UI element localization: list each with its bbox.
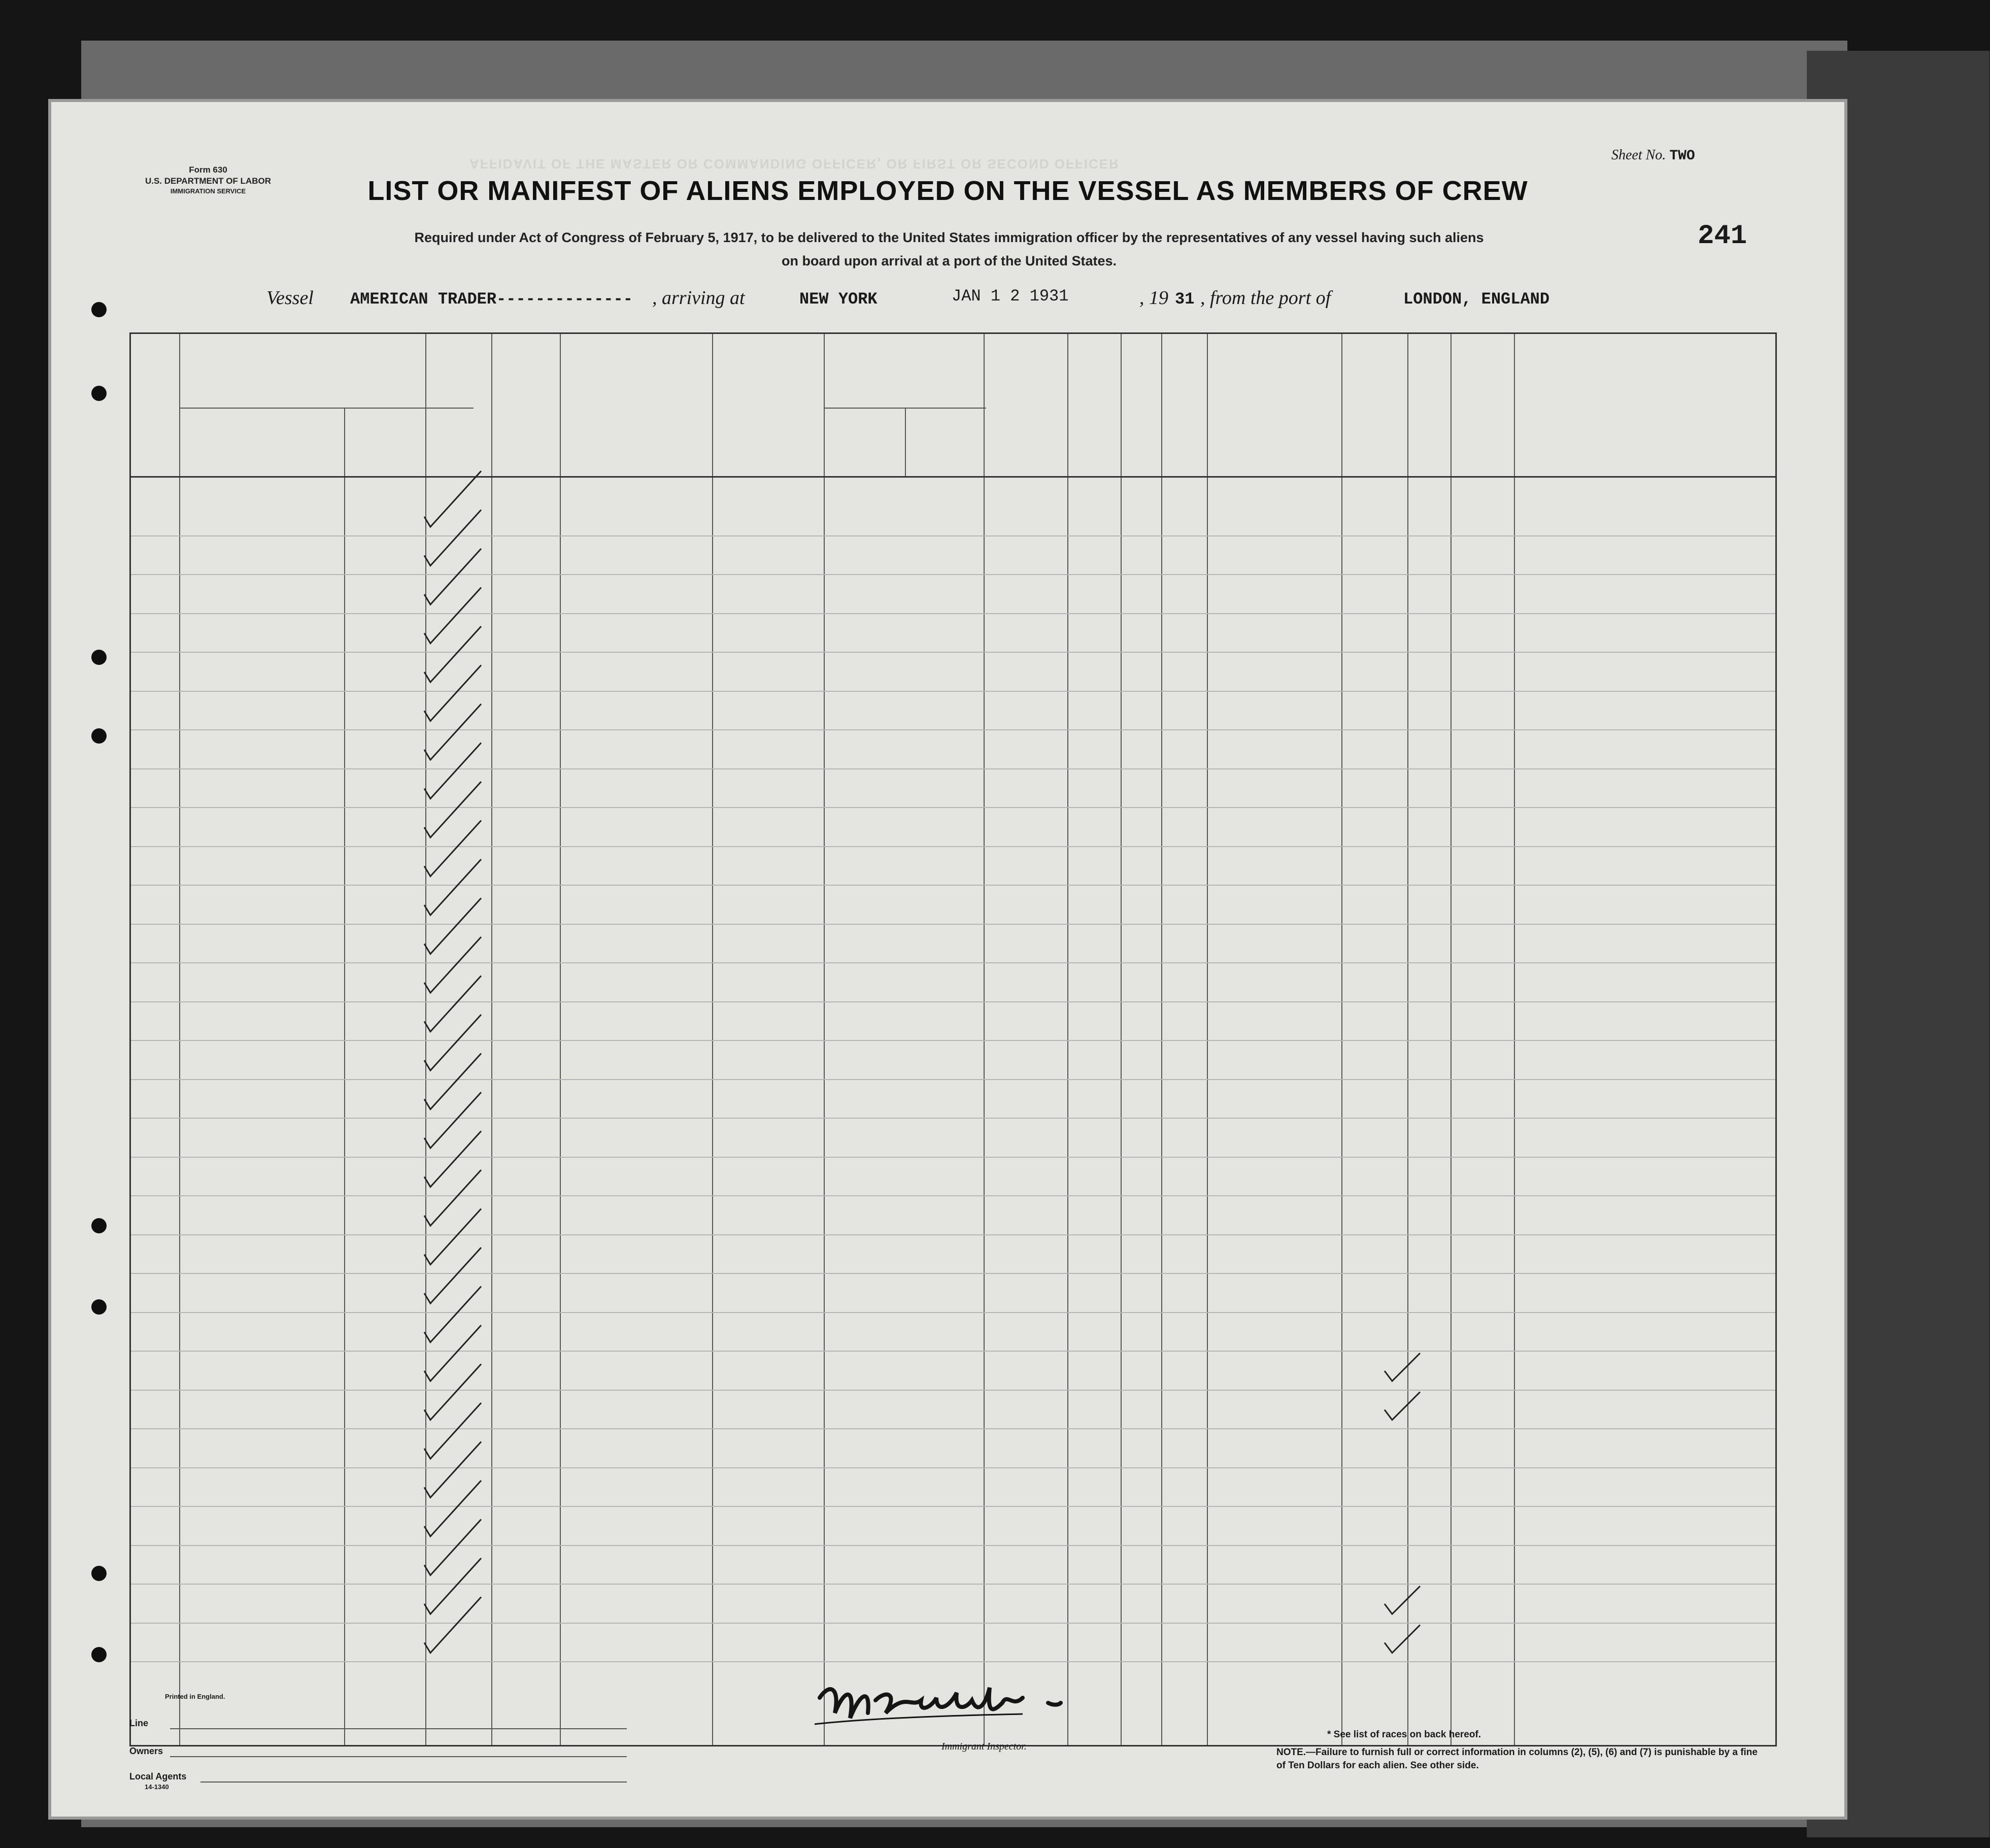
page-title: LIST OR MANIFEST OF ALIENS EMPLOYED ON THE VESSEL AS MEMBERS OF CREW [367, 176, 1528, 206]
row-rule [131, 768, 1775, 769]
check-icon [424, 626, 481, 682]
sheet-label: Sheet No. [1611, 147, 1666, 163]
from-port: LONDON, ENGLAND [1403, 290, 1550, 309]
check-icon [1385, 1625, 1420, 1653]
row-rule [131, 1623, 1775, 1624]
check-icon [424, 743, 481, 799]
row-rule [131, 807, 1775, 808]
punch-hole [91, 1218, 107, 1233]
row-rule [131, 1390, 1775, 1391]
punch-hole [91, 1566, 107, 1581]
column-divider [712, 334, 713, 1745]
row-rule [131, 1195, 1775, 1196]
row-rule [131, 652, 1775, 653]
check-icon [424, 1054, 481, 1110]
subtitle-line-2: on board upon arrival at a port of the United States. [781, 253, 1117, 268]
row-rule [131, 1040, 1775, 1041]
line-rule [170, 1728, 627, 1729]
column-divider [1514, 334, 1515, 1745]
column-divider [560, 334, 561, 1745]
date-stamp: JAN 1 2 1931 [952, 287, 1069, 306]
row-rule [131, 962, 1775, 963]
column-divider [491, 334, 492, 1745]
printed-in-label: Printed in England. [165, 1693, 225, 1700]
check-icon [424, 1248, 481, 1303]
punch-hole [91, 650, 107, 665]
sheet-value: TWO [1669, 148, 1695, 164]
form-number: Form 630 [189, 165, 227, 175]
fine-note: NOTE.—Failure to furnish full or correct information in columns (2), (5), (6) and (7) is punishable by a fine of Ten Dollars for each alien. See other side. [1276, 1747, 1758, 1771]
row-rule [131, 1506, 1775, 1507]
column-divider [1121, 334, 1122, 1745]
punch-hole [91, 302, 107, 317]
check-icon [424, 1558, 481, 1614]
inspector-label: Immigrant Inspector. [941, 1741, 1027, 1752]
check-icon [424, 665, 481, 721]
check-icon [424, 782, 481, 837]
service-label: IMMIGRATION SERVICE [170, 187, 246, 195]
column-divider [1341, 334, 1342, 1745]
header-divider [131, 476, 1775, 478]
agents-rule [200, 1782, 627, 1783]
check-icon [424, 549, 481, 604]
punch-hole [91, 728, 107, 744]
check-marks [131, 334, 1775, 1745]
row-rule [131, 691, 1775, 692]
arrival-port: NEW YORK [799, 290, 878, 309]
column-divider [425, 334, 426, 1745]
row-rule [131, 1157, 1775, 1158]
row-rule [131, 1467, 1775, 1468]
check-icon [424, 1520, 481, 1575]
row-rule [131, 924, 1775, 925]
line-label: Line [129, 1718, 149, 1728]
column-divider [1207, 334, 1208, 1745]
vessel-label: Vessel [266, 287, 314, 309]
check-icon [424, 976, 481, 1032]
form-code: 14-1340 [145, 1783, 169, 1791]
column-divider [1067, 334, 1068, 1745]
sheet-number [1611, 147, 1695, 164]
row-rule [131, 574, 1775, 575]
row-rule [131, 613, 1775, 614]
inspector-signature [810, 1677, 1114, 1733]
crew-table [129, 332, 1777, 1746]
check-icon [424, 1364, 481, 1420]
column-divider [1161, 334, 1162, 1745]
check-icon [424, 1015, 481, 1070]
page-number: 241 [1698, 221, 1747, 252]
punch-hole [91, 1299, 107, 1315]
column-divider [1451, 334, 1452, 1745]
manifest-page [48, 99, 1847, 1820]
row-rule [131, 1001, 1775, 1002]
column-divider [824, 334, 825, 1745]
check-icon [424, 937, 481, 993]
check-icon [1385, 1392, 1420, 1420]
row-rule [131, 1428, 1775, 1429]
subtitle-line-1: Required under Act of Congress of February 5, 1917, to be delivered to the United States immigration officer by the representatives of any vessel having such aliens [414, 230, 1484, 245]
owners-rule [170, 1756, 627, 1757]
check-icon [424, 821, 481, 877]
column-divider [179, 334, 180, 1745]
vessel-name: AMERICAN TRADER-------------- [350, 290, 633, 309]
check-icon [1385, 1353, 1420, 1381]
year-value: 31 [1175, 290, 1195, 309]
when-where-divider [905, 408, 906, 476]
row-rule [131, 1584, 1775, 1585]
check-icon [424, 1481, 481, 1536]
check-icon [424, 704, 481, 760]
check-icon [424, 1170, 481, 1226]
row-rule [131, 1234, 1775, 1235]
row-rule [131, 1351, 1775, 1352]
check-icon [424, 1403, 481, 1459]
races-note: * See list of races on back hereof. [1327, 1729, 1481, 1740]
column-divider [1407, 334, 1408, 1745]
check-icon [424, 1131, 481, 1187]
row-rule [131, 1273, 1775, 1274]
name-subheader-line [179, 408, 474, 409]
page-subtitle [251, 226, 1647, 273]
row-rule [131, 885, 1775, 886]
row-rule [131, 1661, 1775, 1662]
local-agents-label: Local Agents [129, 1771, 187, 1782]
check-icon [424, 1597, 481, 1653]
row-rule [131, 535, 1775, 536]
row-rule [131, 1118, 1775, 1119]
year-prefix: , 19 [1139, 287, 1168, 309]
row-rule [131, 1545, 1775, 1546]
check-icon [424, 859, 481, 915]
vessel-line [266, 287, 1586, 312]
check-icon [424, 1442, 481, 1498]
check-icon [424, 471, 481, 527]
check-icon [1385, 1586, 1420, 1614]
row-rule [131, 846, 1775, 847]
check-icon [424, 1209, 481, 1265]
check-icon [424, 588, 481, 644]
bleedthrough-text: AFFIDAVIT OF THE MASTER OR COMMANDING OFFICER, OR FIRST OR SECOND OFFICER [469, 156, 1120, 172]
department-label: U.S. DEPARTMENT OF LABOR [145, 176, 272, 186]
column-divider [984, 334, 985, 1745]
row-rule [131, 729, 1775, 730]
check-icon [424, 1287, 481, 1342]
row-rule [131, 1312, 1775, 1313]
check-icon [424, 898, 481, 954]
punch-hole [91, 386, 107, 401]
row-rule [131, 1079, 1775, 1080]
arriving-label: , arriving at [652, 287, 745, 309]
from-label: , from the port of [1200, 287, 1331, 309]
owners-label: Owners [129, 1746, 163, 1756]
check-icon [424, 1325, 481, 1381]
check-icon [424, 1092, 481, 1148]
check-icon [424, 510, 481, 566]
punch-hole [91, 1647, 107, 1662]
